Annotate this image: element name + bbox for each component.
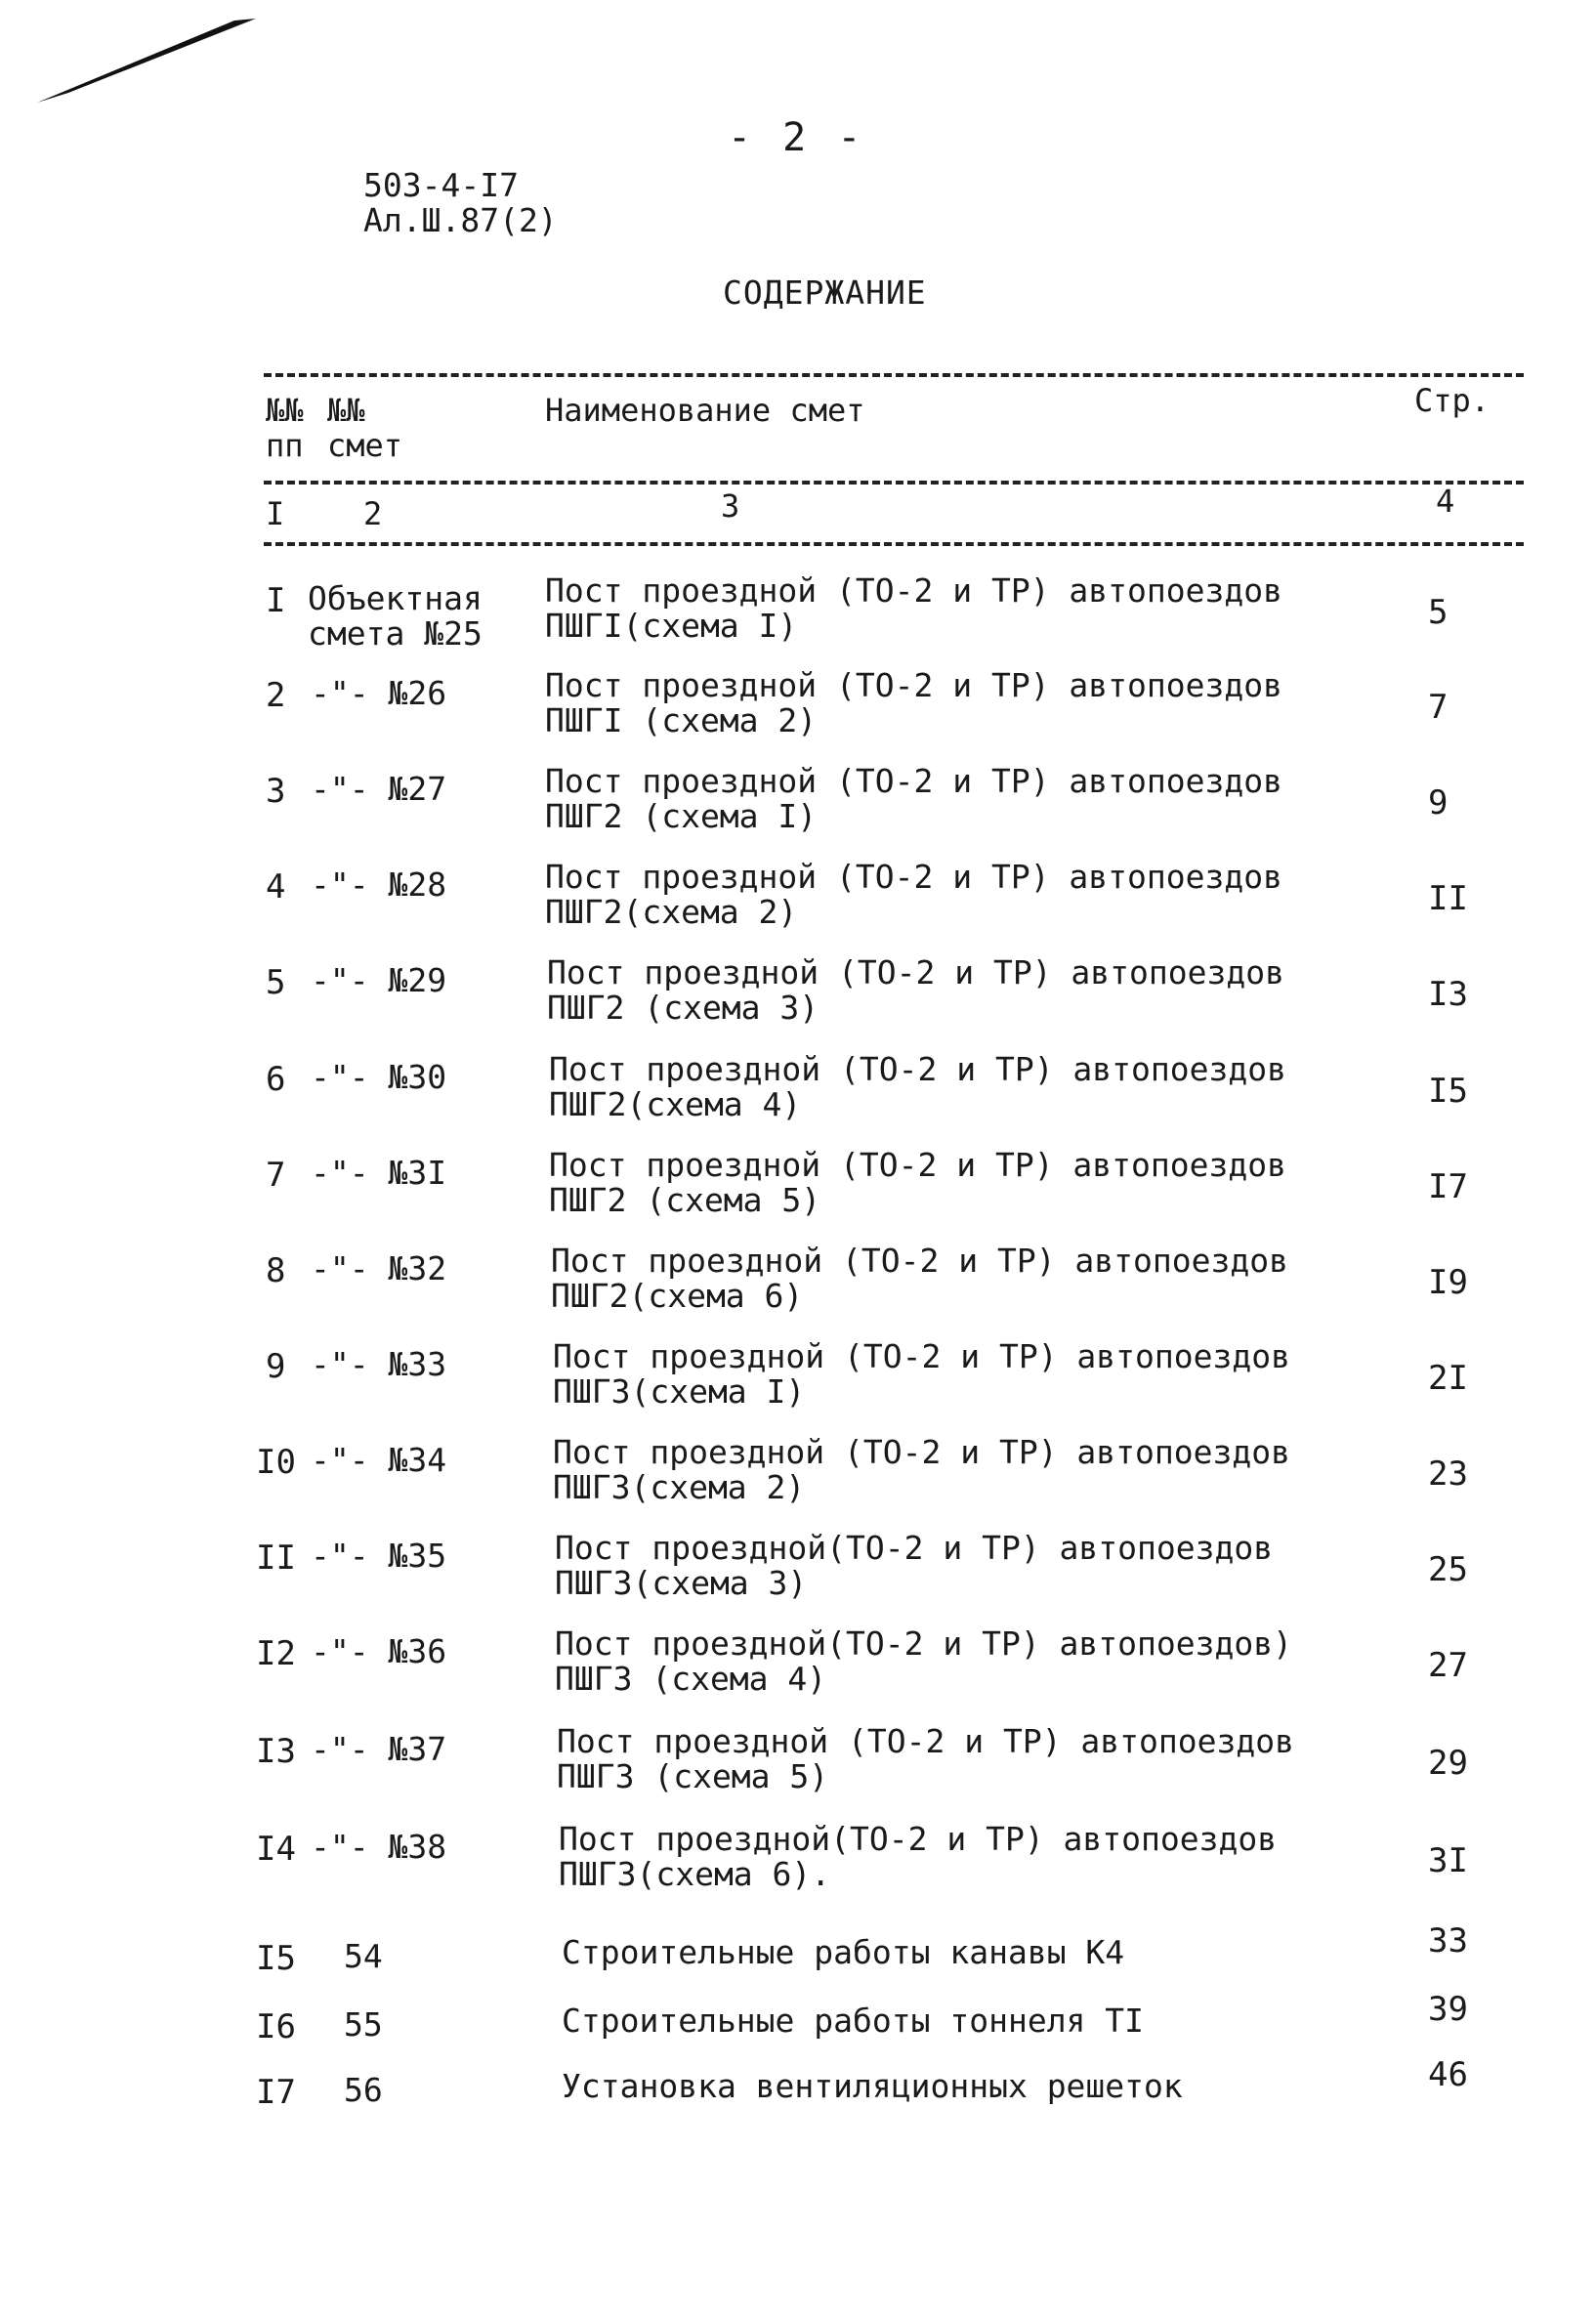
row-page-number: 5 — [1428, 593, 1449, 632]
row-estimate-ref: -"- №37 — [311, 1730, 447, 1768]
row-page-number: 39 — [1428, 1990, 1468, 2029]
row-estimate-name-line2: ПШГ2 (схема 5) — [549, 1181, 821, 1219]
row-estimate-name-line2: ПШГ3(схема 3) — [555, 1564, 808, 1602]
row-page-number: 29 — [1428, 1744, 1468, 1783]
row-number: I5 — [256, 1939, 296, 1978]
row-page-number: 9 — [1428, 783, 1449, 822]
row-page-number: II — [1428, 879, 1468, 918]
row-number: 5 — [266, 963, 286, 1002]
row-estimate-ref: -"- №38 — [311, 1828, 447, 1866]
row-page-number: 3I — [1428, 1841, 1468, 1880]
row-number: 3 — [266, 772, 286, 811]
row-estimate-name-line2: ПШГ2(схема 6) — [551, 1277, 804, 1315]
row-number: I — [266, 581, 286, 620]
row-estimate-name: Пост проездной (ТО-2 и ТР) автопоездов — [545, 762, 1282, 800]
row-estimate-ref: 56 — [344, 2071, 383, 2109]
row-estimate-name: Пост проездной (ТО-2 и ТР) автопоездов — [553, 1433, 1290, 1471]
row-estimate-name: Пост проездной (ТО-2 и ТР) автопоездов — [545, 666, 1282, 704]
row-estimate-ref: -"- №32 — [311, 1249, 447, 1287]
row-estimate-name-line2: ПШГI(схема I) — [545, 607, 798, 645]
page-title: СОДЕРЖАНИЕ — [723, 274, 927, 312]
row-number: II — [256, 1539, 296, 1578]
row-estimate-ref-line2: смета №25 — [308, 614, 483, 653]
row-estimate-ref: 55 — [344, 2005, 383, 2044]
row-estimate-name: Строительные работы тоннеля ТI — [562, 2002, 1145, 2040]
row-estimate-ref: -"- №27 — [311, 770, 447, 808]
row-number: 6 — [266, 1060, 286, 1099]
row-number: I2 — [256, 1634, 296, 1673]
row-estimate-name-line2: ПШГ2(схема 2) — [545, 893, 798, 931]
column-number-2: 2 — [363, 495, 383, 532]
row-page-number: 33 — [1428, 1921, 1468, 1961]
header-col1-line2: пп — [266, 427, 304, 464]
header-col3: Наименование смет — [545, 392, 865, 429]
table-top-rule — [264, 373, 1524, 377]
column-number-4: 4 — [1436, 483, 1455, 520]
row-estimate-name: Установка вентиляционных решеток — [562, 2067, 1183, 2105]
row-number: I0 — [256, 1443, 296, 1482]
row-page-number: 23 — [1428, 1455, 1468, 1494]
row-number: I3 — [256, 1732, 296, 1771]
row-page-number: 46 — [1428, 2055, 1468, 2094]
row-estimate-name-line2: ПШГ2(схема 4) — [549, 1085, 802, 1123]
column-number-3: 3 — [721, 487, 740, 525]
row-estimate-ref: -"- №34 — [311, 1441, 447, 1479]
row-page-number: I3 — [1428, 975, 1468, 1014]
row-estimate-ref: -"- №28 — [311, 865, 447, 904]
row-number: 9 — [266, 1347, 286, 1386]
row-estimate-name-line2: ПШГI (схема 2) — [545, 701, 818, 739]
row-number: 4 — [266, 867, 286, 907]
header-col2-line1: №№ — [327, 392, 365, 429]
row-number: 7 — [266, 1156, 286, 1195]
row-number: I4 — [256, 1830, 296, 1869]
row-estimate-ref: 54 — [344, 1937, 383, 1975]
row-estimate-name: Пост проездной (ТО-2 и ТР) автопоездов — [551, 1242, 1288, 1280]
row-estimate-name-line2: ПШГ3 (схема 5) — [557, 1757, 829, 1795]
row-number: I6 — [256, 2007, 296, 2046]
row-estimate-name-line2: ПШГ3(схема 6). — [559, 1855, 831, 1893]
row-estimate-ref: -"- №26 — [311, 674, 447, 712]
row-estimate-ref: -"- №36 — [311, 1632, 447, 1670]
row-page-number: 7 — [1428, 688, 1449, 727]
row-estimate-ref: -"- №30 — [311, 1058, 447, 1096]
header-col4: Стр. — [1414, 382, 1491, 419]
row-estimate-name: Пост проездной (ТО-2 и ТР) автопоездов — [545, 858, 1282, 896]
row-estimate-name: Пост проездной (ТО-2 и ТР) автопоездов — [549, 1050, 1286, 1088]
row-estimate-name: Пост проездной(ТО-2 и ТР) автопоездов — [559, 1820, 1278, 1858]
header-bottom-rule — [264, 481, 1524, 485]
row-estimate-ref: -"- №33 — [311, 1345, 447, 1383]
row-page-number: I5 — [1428, 1072, 1468, 1111]
row-estimate-name-line2: ПШГ2 (схема I) — [545, 797, 818, 835]
row-estimate-ref: -"- №3I — [311, 1154, 447, 1192]
row-estimate-ref: -"- №29 — [311, 961, 447, 999]
row-page-number: 2I — [1428, 1359, 1468, 1398]
row-page-number: I9 — [1428, 1263, 1468, 1302]
row-estimate-name-line2: ПШГ3(схема I) — [553, 1372, 806, 1411]
document-code — [363, 168, 558, 238]
row-estimate-ref: -"- №35 — [311, 1537, 447, 1575]
row-number: 2 — [266, 676, 286, 715]
row-estimate-name-line2: ПШГ2 (схема 3) — [547, 989, 819, 1027]
row-estimate-name: Пост проездной(ТО-2 и ТР) автопоездов) — [555, 1624, 1292, 1663]
row-estimate-name-line2: ПШГ3(схема 2) — [553, 1468, 806, 1506]
row-estimate-name: Пост проездной (ТО-2 и ТР) автопоездов — [553, 1337, 1290, 1375]
row-estimate-name-line2: ПШГ3 (схема 4) — [555, 1660, 827, 1698]
colnum-bottom-rule — [264, 542, 1524, 546]
row-page-number: 25 — [1428, 1550, 1468, 1589]
row-estimate-name: Пост проездной (ТО-2 и ТР) автопоездов — [545, 571, 1282, 610]
row-page-number: I7 — [1428, 1167, 1468, 1206]
page-number: - 2 - — [728, 115, 865, 160]
row-number: 8 — [266, 1251, 286, 1290]
row-estimate-name: Пост проездной (ТО-2 и ТР) автопоездов — [557, 1722, 1294, 1760]
document-code-line2: Ал.Ш.87(2) — [363, 201, 558, 239]
row-estimate-name: Пост проездной (ТО-2 и ТР) автопоездов — [547, 953, 1284, 991]
row-page-number: 27 — [1428, 1646, 1468, 1685]
row-estimate-name: Пост проездной(ТО-2 и ТР) автопоездов — [555, 1529, 1274, 1567]
header-col2-line2: смет — [327, 427, 403, 464]
header-col2 — [327, 393, 402, 463]
row-estimate-name: Строительные работы канавы К4 — [562, 1933, 1125, 1971]
header-col1-line1: №№ — [266, 392, 304, 429]
row-estimate-name: Пост проездной (ТО-2 и ТР) автопоездов — [549, 1146, 1286, 1184]
corner-mark — [29, 15, 264, 112]
header-col1 — [266, 393, 304, 463]
document-code-line1: 503-4-I7 — [363, 166, 519, 204]
row-estimate-ref: Объектная — [308, 579, 483, 617]
row-number: I7 — [256, 2073, 296, 2112]
column-number-1: I — [266, 495, 285, 532]
